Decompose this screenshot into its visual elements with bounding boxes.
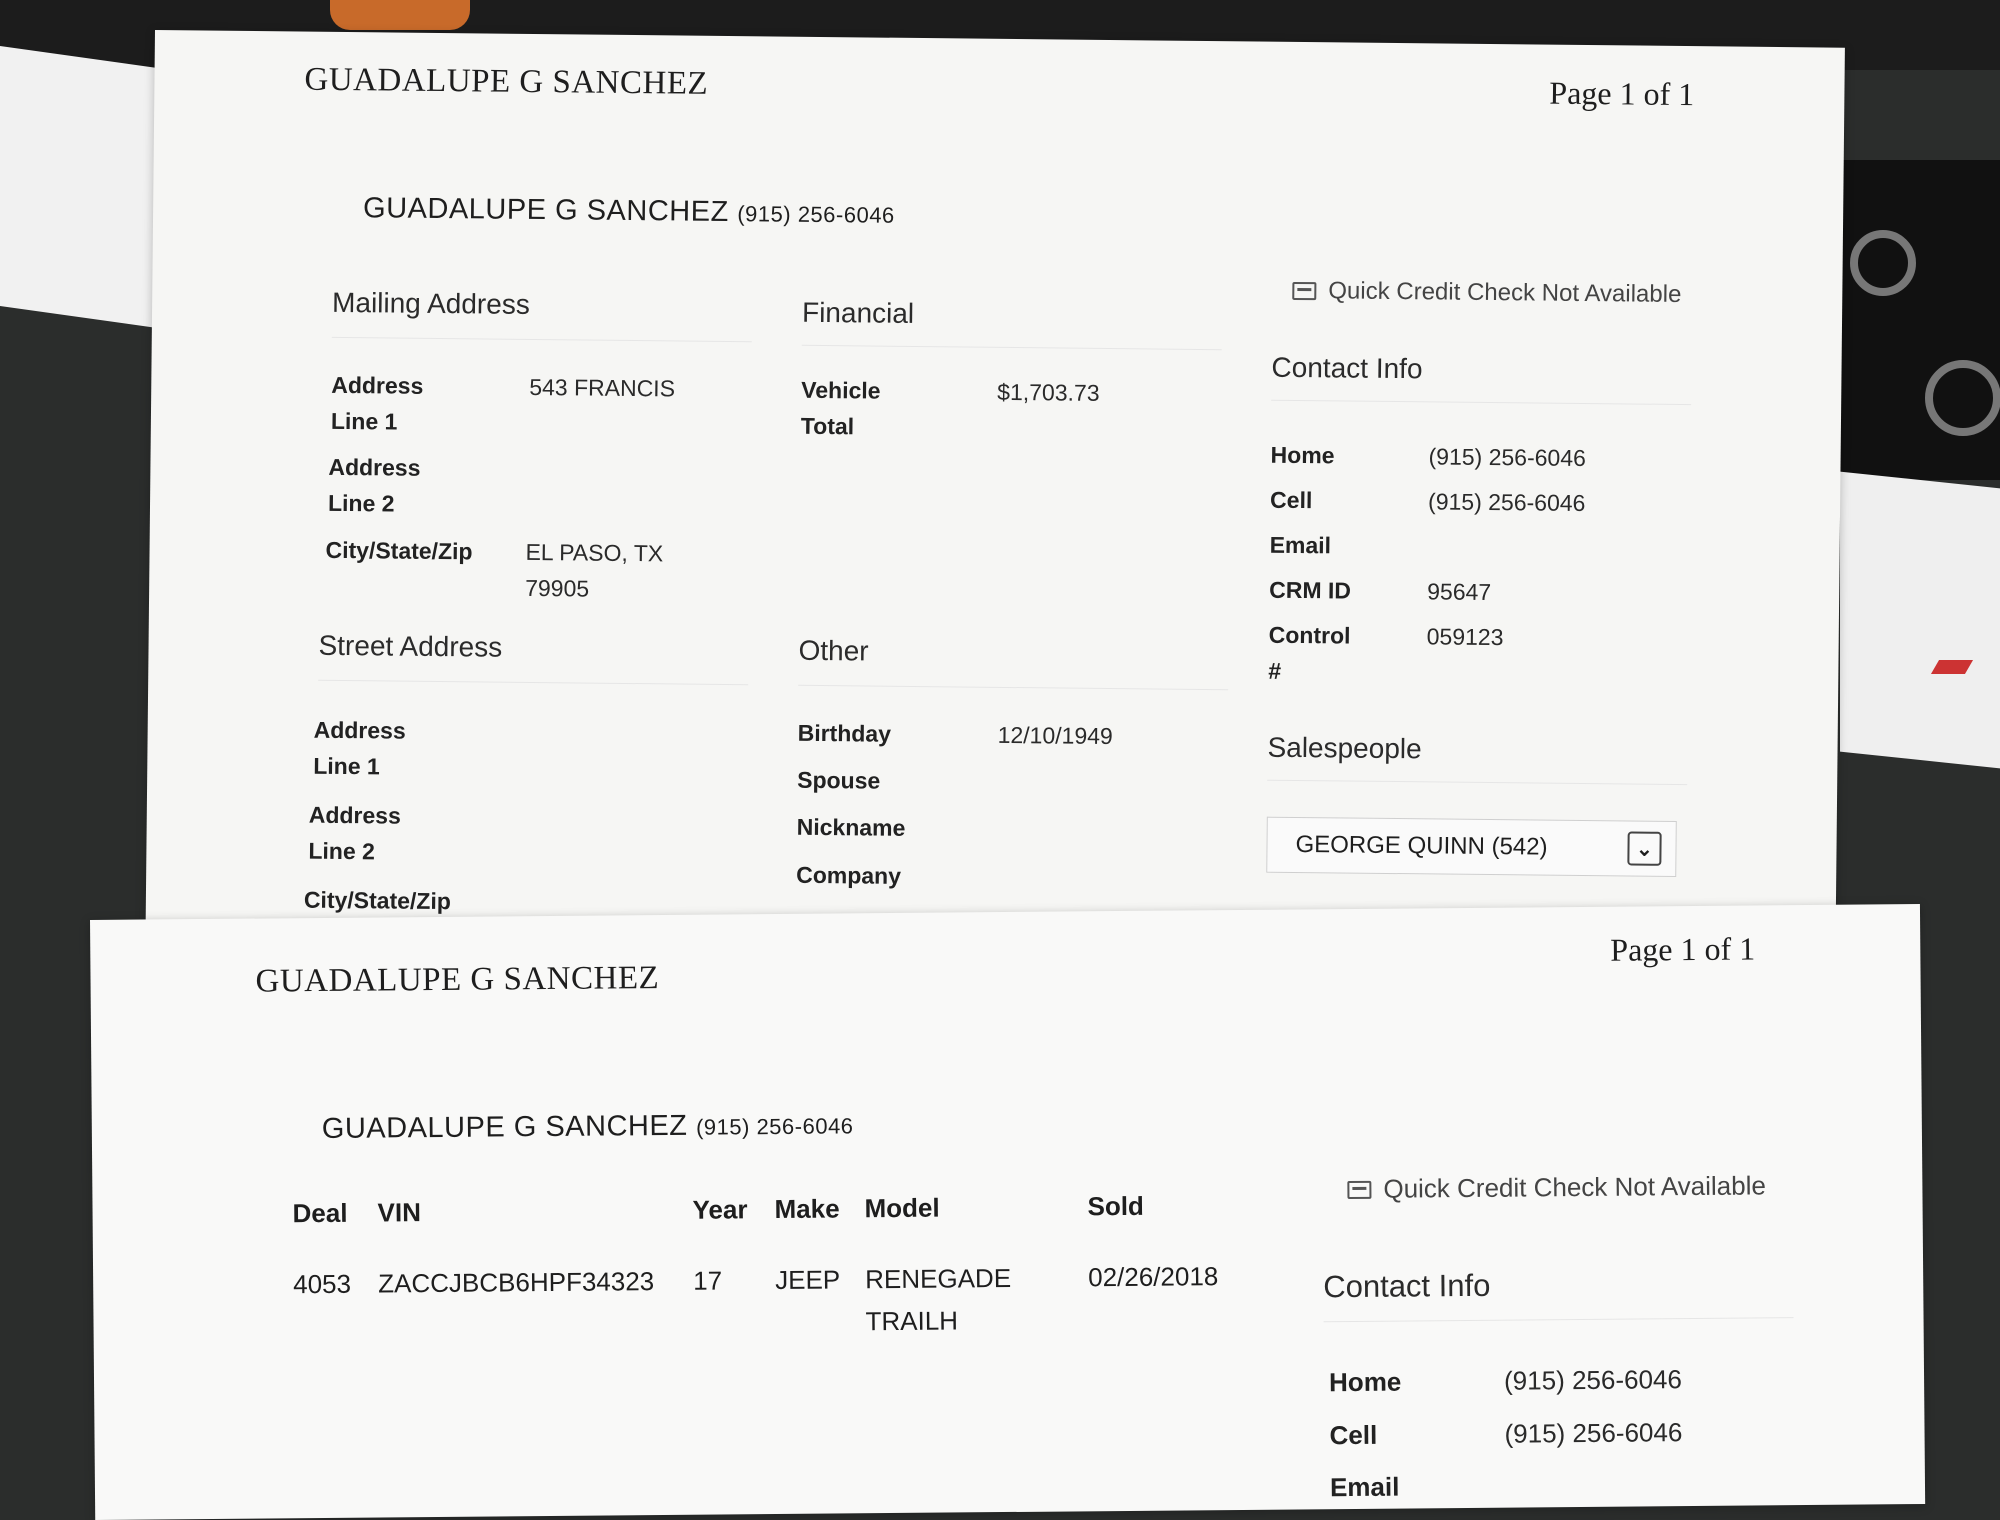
- street-address-line1-label: Address Line 1: [313, 716, 406, 780]
- address-line1-value: 543 FRANCIS: [529, 373, 676, 402]
- quick-credit-label: Quick Credit Check Not Available: [1328, 277, 1682, 308]
- city-state-zip-label: City/State/Zip: [325, 536, 473, 565]
- col-header-vin: VIN: [377, 1197, 422, 1228]
- chevron-down-icon[interactable]: ⌄: [1627, 831, 1661, 865]
- col-header-year: Year: [692, 1194, 748, 1225]
- home-phone-label: Home: [1328, 1366, 1402, 1398]
- section-street-address: Street Address: [318, 629, 503, 663]
- divider: [318, 680, 748, 686]
- salesperson-selected-value: GEORGE QUINN (542): [1295, 830, 1548, 861]
- street-address-line2-label: Address Line 2: [308, 801, 401, 865]
- control-number-label: Control #: [1268, 621, 1351, 684]
- quick-credit-notice: [1347, 1170, 1766, 1205]
- address-line1-label: Address Line 1: [330, 371, 424, 435]
- cell-phone-value: (915) 256-6046: [1427, 488, 1586, 517]
- customer-title: [363, 192, 895, 231]
- section-salespeople: Salespeople: [1267, 731, 1422, 765]
- col-header-model: Model: [864, 1192, 940, 1224]
- background-paper-right: [1840, 472, 2000, 769]
- background-object: [330, 0, 470, 30]
- divider: [1267, 780, 1687, 785]
- section-mailing-address: Mailing Address: [331, 286, 530, 320]
- email-label: Email: [1329, 1471, 1400, 1503]
- header-customer-name: GUADALUPE G SANCHEZ: [255, 960, 660, 1000]
- address-line2-label: Address Line 2: [327, 453, 421, 517]
- divider: [1271, 400, 1691, 405]
- control-number-value: 059123: [1426, 623, 1504, 651]
- city-state-zip-value: EL PASO, TX 79905: [525, 538, 664, 602]
- col-header-sold: Sold: [1087, 1190, 1145, 1222]
- spouse-label: Spouse: [797, 766, 881, 794]
- divider: [798, 685, 1228, 691]
- street-city-state-zip-label: City/State/Zip: [303, 886, 451, 915]
- customer-title: [322, 1108, 854, 1146]
- wheel-graphic: [1925, 360, 2000, 436]
- crm-id-label: CRM ID: [1269, 576, 1352, 604]
- home-phone-value: (915) 256-6046: [1428, 443, 1587, 472]
- col-header-deal: Deal: [292, 1197, 348, 1229]
- credit-card-icon: [1292, 282, 1316, 300]
- cell-phone-label: Cell: [1270, 486, 1313, 514]
- customer-name: GUADALUPE G SANCHEZ: [321, 1109, 688, 1145]
- section-contact-info: Contact Info: [1323, 1267, 1491, 1305]
- customer-phone: (915) 256-6046: [695, 1113, 854, 1140]
- sold-date-value: 02/26/2018: [1088, 1261, 1219, 1293]
- page-indicator: Page 1 of 1: [1549, 74, 1695, 113]
- company-label: Company: [796, 861, 902, 889]
- vin-value: ZACCJBCB6HPF34323: [378, 1266, 655, 1299]
- salesperson-select[interactable]: [1266, 817, 1677, 877]
- birthday-label: Birthday: [797, 719, 892, 747]
- nickname-label: Nickname: [796, 813, 906, 841]
- home-phone-value: (915) 256-6046: [1503, 1364, 1683, 1396]
- col-header-make: Make: [774, 1193, 840, 1225]
- header-customer-name: GUADALUPE G SANCHEZ: [304, 61, 709, 102]
- make-value: JEEP: [775, 1264, 841, 1296]
- page-indicator: Page 1 of 1: [1610, 930, 1756, 968]
- printout-page-2: [90, 904, 1925, 1520]
- credit-card-icon: [1347, 1180, 1371, 1198]
- home-phone-label: Home: [1270, 441, 1335, 469]
- quick-credit-label: Quick Credit Check Not Available: [1383, 1170, 1766, 1204]
- customer-phone: (915) 256-6046: [737, 201, 895, 228]
- background-brochure: [1840, 160, 2000, 480]
- deal-number: 4053: [293, 1268, 352, 1300]
- vehicle-total-label: Vehicle Total: [800, 376, 881, 440]
- divider: [802, 345, 1222, 350]
- section-financial: Financial: [801, 296, 915, 329]
- vehicle-total-value: $1,703.73: [997, 378, 1100, 406]
- crm-id-value: 95647: [1427, 578, 1492, 606]
- model-value: RENEGADE TRAILH: [865, 1262, 1012, 1337]
- birthday-value: 12/10/1949: [997, 721, 1113, 750]
- divider: [332, 337, 752, 342]
- customer-name: GUADALUPE G SANCHEZ: [362, 192, 729, 229]
- email-label: Email: [1269, 531, 1332, 559]
- printout-page-1: [145, 30, 1845, 978]
- section-contact-info: Contact Info: [1271, 351, 1423, 385]
- quick-credit-notice: [1292, 277, 1681, 309]
- year-value: 17: [693, 1265, 723, 1296]
- cell-phone-value: (915) 256-6046: [1504, 1417, 1683, 1449]
- cell-phone-label: Cell: [1329, 1419, 1378, 1451]
- wheel-graphic: [1850, 230, 1916, 296]
- section-other: Other: [798, 634, 869, 667]
- divider: [1324, 1317, 1794, 1322]
